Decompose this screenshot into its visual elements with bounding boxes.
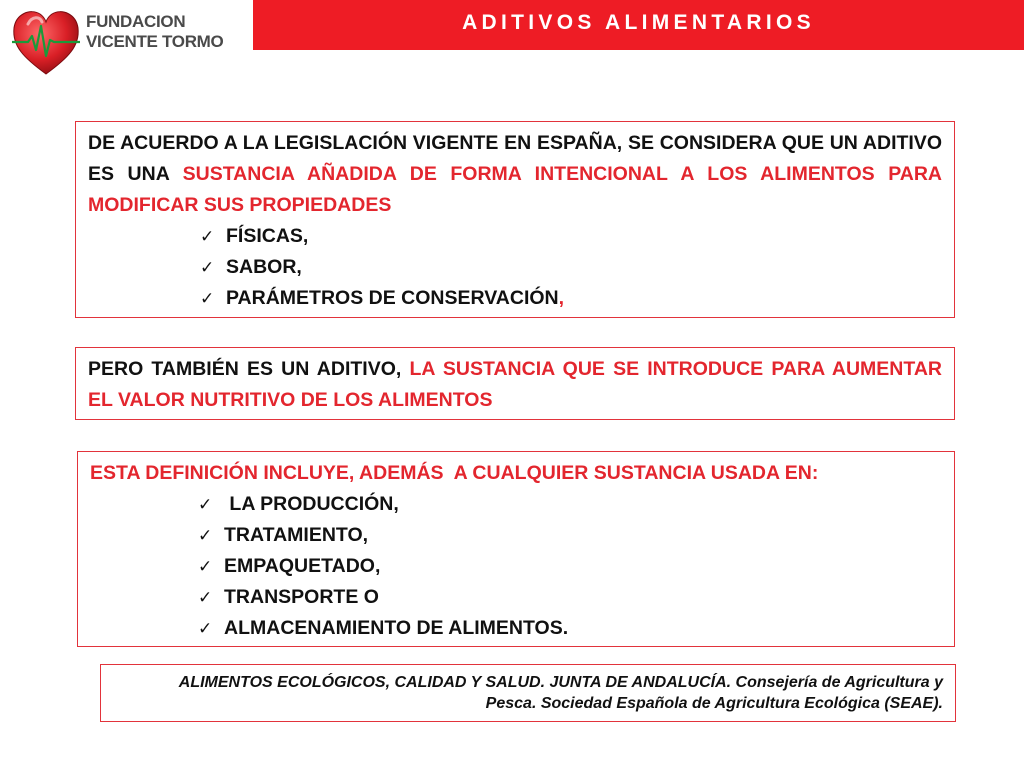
definition-paragraph: [88, 128, 942, 221]
list-item: ✓ SABOR,: [88, 252, 942, 283]
source-citation: [113, 672, 943, 714]
includes-box: [77, 451, 955, 647]
checkmark-icon: ✓: [198, 588, 213, 607]
checkmark-icon: ✓: [198, 619, 213, 638]
nutritive-highlight: LA SUSTANCIA QUE SE INTRODUCE PARA AUMENTAR EL VALOR NUTRITIVO DE LOS ALIMENTOS: [88, 358, 942, 411]
definition-highlight: SUSTANCIA AÑADIDA DE FORMA INTENCIONAL A LOS ALIMENTOS PARA MODIFICAR SUS PROPIEDADES: [88, 163, 942, 216]
logo-line-1: FUNDACION: [86, 12, 186, 31]
list-item: ✓ TRANSPORTE O: [90, 582, 942, 613]
checkmark-icon: ✓: [200, 227, 215, 246]
page-title: ADITIVOS ALIMENTARIOS: [462, 11, 815, 34]
checkmark-icon: ✓: [198, 495, 213, 514]
nutritive-paragraph: [88, 354, 942, 416]
checkmark-icon: ✓: [200, 289, 215, 308]
title-bar: [253, 0, 1024, 50]
checkmark-icon: ✓: [198, 526, 213, 545]
source-line-1: ALIMENTOS ECOLÓGICOS, CALIDAD Y SALUD. JUNTA DE ANDALUCÍA. Consejería de Agricultura y: [178, 674, 943, 691]
nutritive-intro: PERO TAMBIÉN ES UN ADITIVO,: [88, 358, 410, 380]
foundation-logo: [10, 6, 242, 78]
checkmark-icon: ✓: [198, 557, 213, 576]
logo-text: [86, 12, 223, 52]
heart-ecg-icon: [10, 6, 82, 78]
source-box: [100, 664, 956, 722]
uses-list: [90, 489, 942, 644]
includes-heading: ESTA DEFINICIÓN INCLUYE, ADEMÁS A CUALQUIER SUSTANCIA USADA EN:: [90, 462, 819, 484]
list-item: ✓ LA PRODUCCIÓN,: [90, 489, 942, 520]
properties-list: [88, 221, 942, 314]
list-item: ✓ EMPAQUETADO,: [90, 551, 942, 582]
checkmark-icon: ✓: [200, 258, 215, 277]
definition-box: [75, 121, 955, 318]
definition-intro: DE ACUERDO A LA LEGISLACIÓN VIGENTE EN ESPAÑA, SE CONSIDERA QUE UN ADITIVO ES UNA: [88, 132, 942, 185]
list-item: ✓ FÍSICAS,: [88, 221, 942, 252]
logo-line-2: VICENTE TORMO: [86, 32, 224, 51]
list-item: ✓ PARÁMETROS DE CONSERVACIÓN,: [88, 283, 942, 314]
nutritive-box: [75, 347, 955, 420]
source-line-2: Pesca. Sociedad Española de Agricultura Ecológica (SEAE).: [485, 695, 943, 712]
list-item: ✓ TRATAMIENTO,: [90, 520, 942, 551]
trailing-comma: ,: [558, 287, 565, 309]
list-item: ✓ ALMACENAMIENTO DE ALIMENTOS.: [90, 613, 942, 644]
